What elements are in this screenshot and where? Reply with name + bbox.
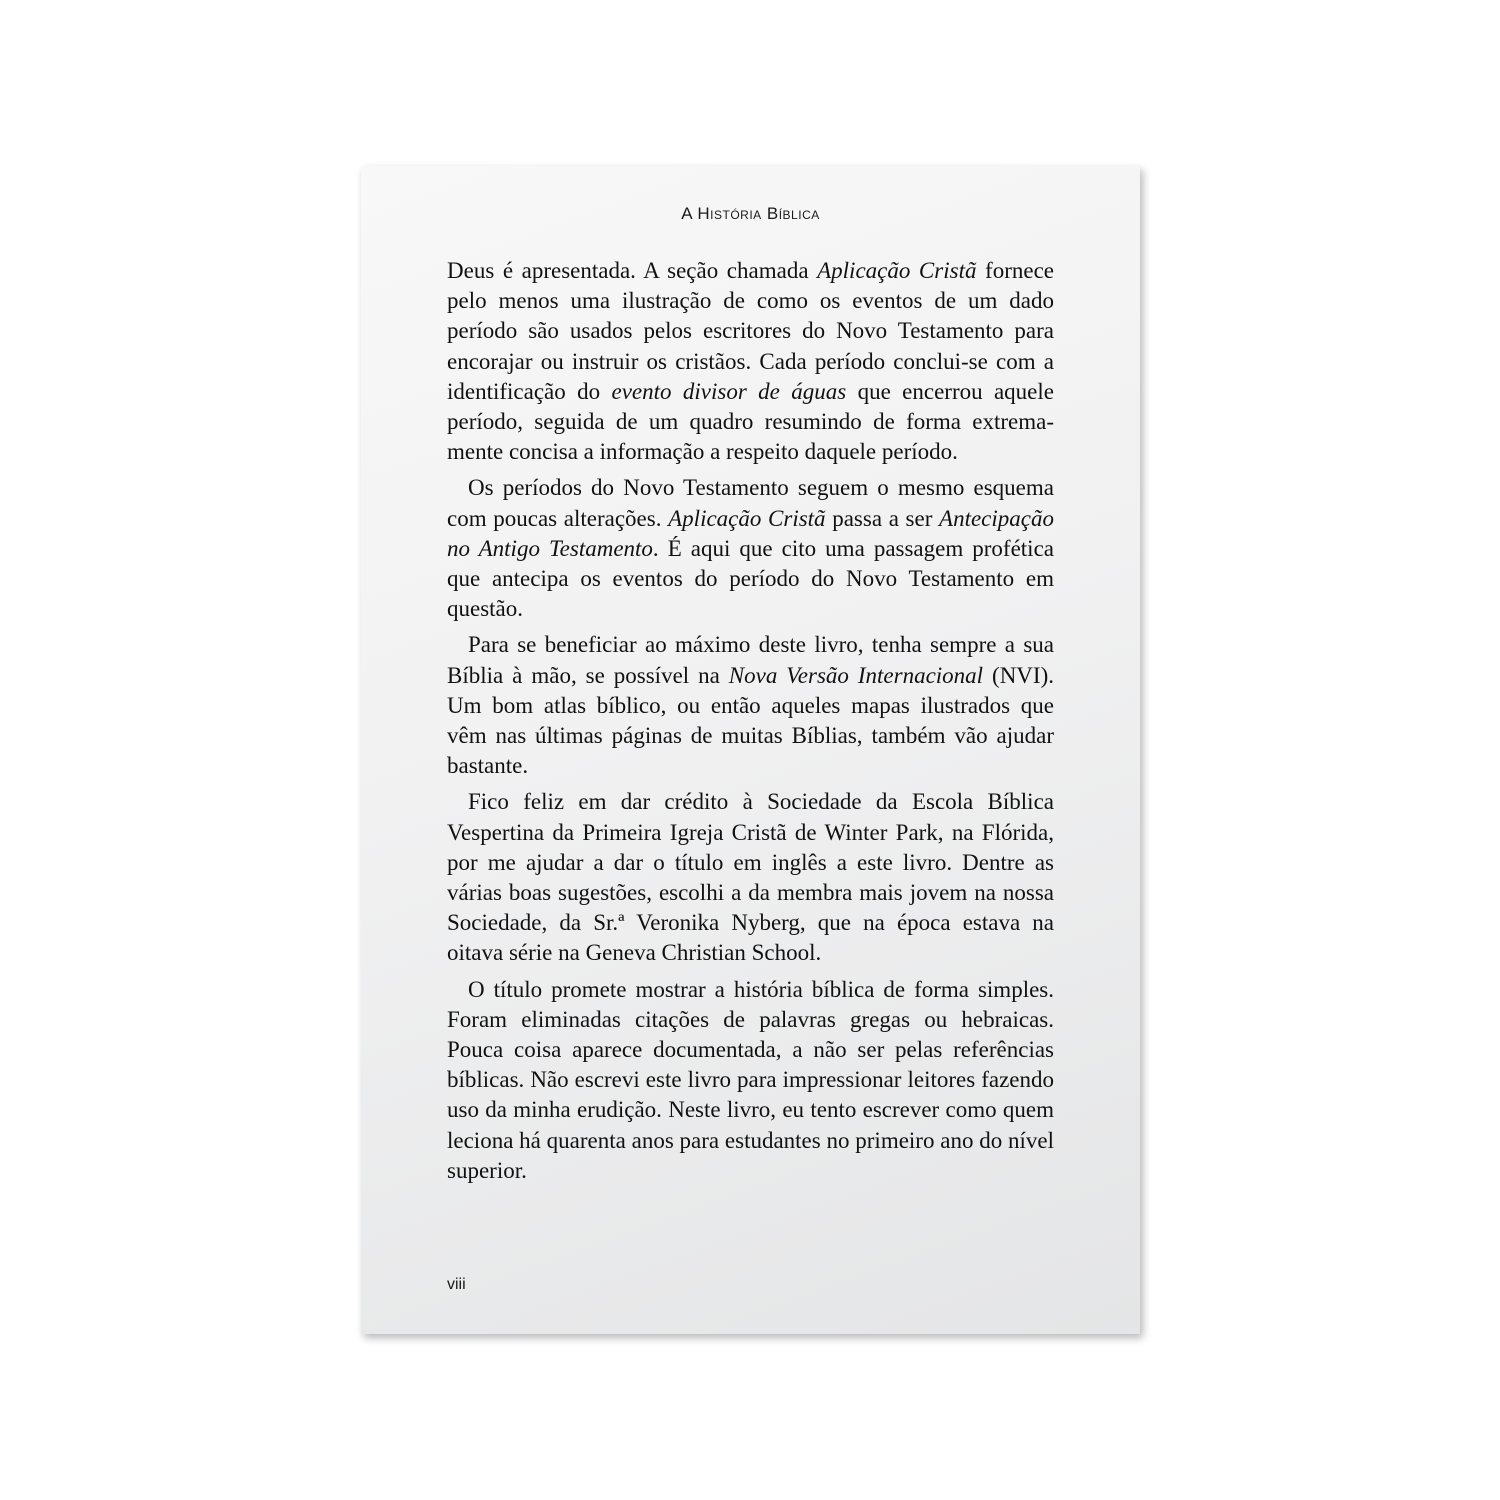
italic-term: Nova Versão Internacional: [728, 662, 984, 688]
paragraph-text: que encerrou aquele período, seguida de um quadro resumindo de forma extrema-mente concisa a informação a respeito daquele período.: [447, 378, 1054, 465]
paragraph-3: [447, 630, 1054, 781]
paragraph-1: [447, 256, 1054, 467]
paragraph-text: Fico feliz em dar crédito à Sociedade da Escola Bíblica Vespertina da Primeira Igreja Cristã de Winter Park, na Flórida, por me ajudar a dar o título em inglês a este livro. Dentre as várias boas sugestões, escolhi a da membra mais jovem na nossa Sociedade, da Sr.ª Veronika Nyberg, que na época estava na oitava série na Geneva Christian School.: [447, 789, 1054, 966]
paragraph-text: passa a ser: [825, 505, 940, 531]
italic-term: Aplicação Cristã: [668, 505, 826, 531]
body-text: [447, 256, 1054, 1192]
paragraph-text: fornece pelo menos uma ilustração de como os eventos de um dado período são usados pelos escritores do Novo Testamento para encorajar ou instruir os cristãos. Cada período conclui-se com a identificação do: [447, 258, 1054, 404]
paragraph-text: (NVI). Um bom atlas bíblico, ou então aqueles mapas ilustrados que vêm nas últimas páginas de muitas Bíblias, também vão ajudar bastante.: [447, 662, 1054, 779]
book-page: [361, 166, 1140, 1334]
paragraph-text: . É aqui que cito uma passagem profética que antecipa os eventos do período do Novo Testamento em questão.: [447, 535, 1054, 622]
italic-term: Aplicação Cristã: [817, 258, 977, 283]
italic-term: evento divisor de águas: [611, 378, 847, 404]
running-head: A História Bíblica: [681, 204, 820, 223]
paragraph-text: O título promete mostrar a história bíblica de forma simples. Foram eliminadas citações de palavras gregas ou hebraicas. Pouca coisa aparece documentada, a não ser pelas referências bíblicas. Não escrevi este livro para impressionar leitores fazendo uso da minha erudição. Neste livro, eu tento escrever como quem leciona há quarenta anos para estudantes no primeiro ano do nível superior.: [447, 976, 1054, 1183]
paragraph-text: Deus é apresentada. A seção chamada: [447, 258, 818, 283]
page-number: viii: [447, 1276, 466, 1293]
paragraph-5: [447, 975, 1054, 1186]
paragraph-4: [447, 787, 1054, 968]
paragraph-2: [447, 473, 1054, 624]
italic-term: Antecipação no Antigo Testamento: [447, 505, 1054, 561]
paragraph-text: Para se beneficiar ao máximo deste livro, tenha sempre a sua Bíblia à mão, se possível na: [447, 632, 1054, 688]
paragraph-text: Os períodos do Novo Testamento seguem o mesmo esquema com poucas alterações.: [447, 475, 1054, 531]
